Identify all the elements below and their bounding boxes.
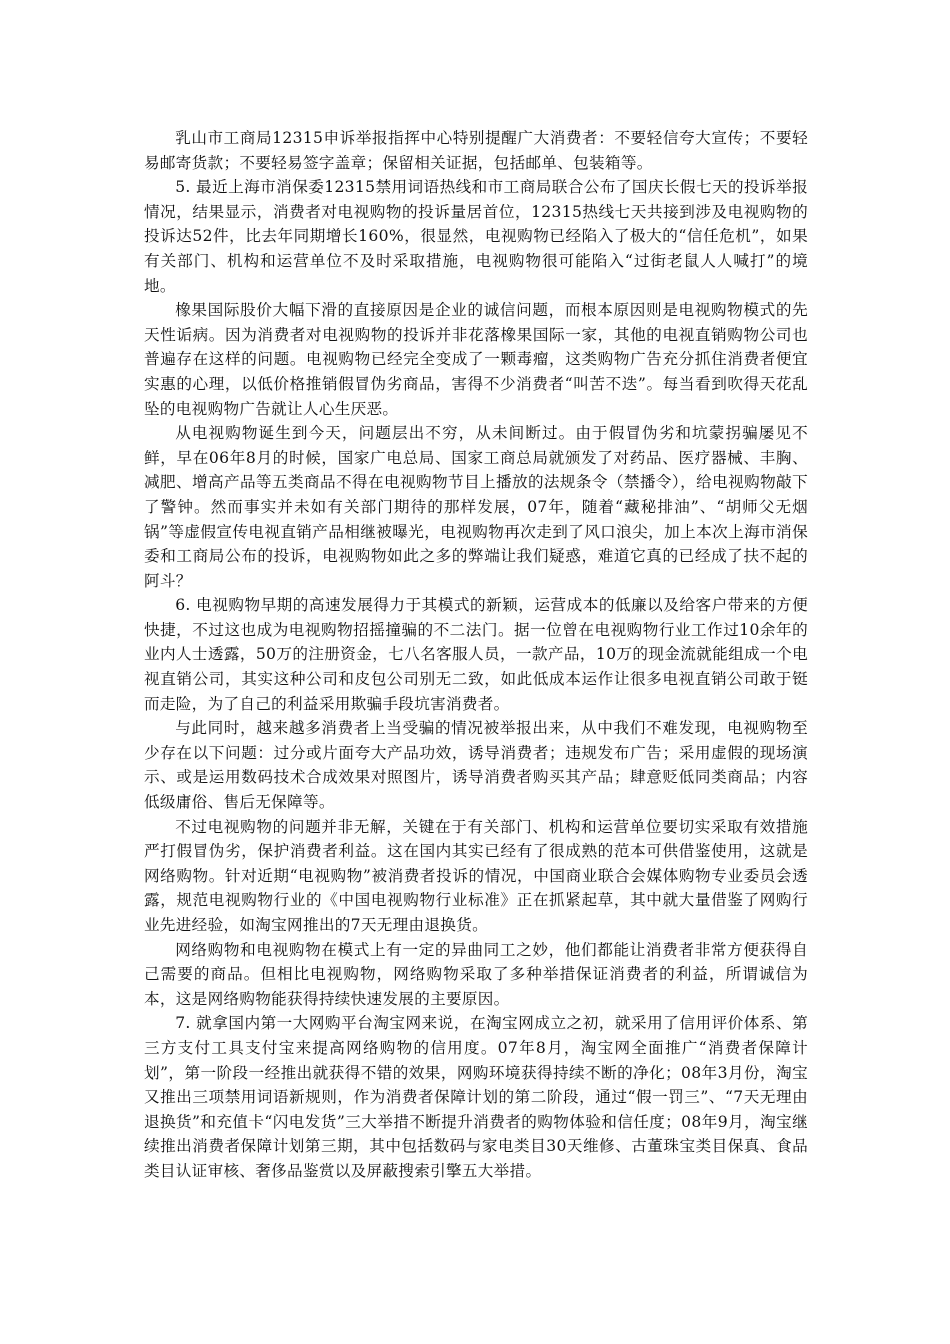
paragraph-xiangguo-stock: 橡果国际股价大幅下滑的直接原因是企业的诚信问题，而根本原因则是电视购物模式的先天性诟病。因为消费者对电视购物的投诉并非花落橡果国际一家，其他的电视直销购物公司也普遍存在这样的问题。电视购物已经完全变成了一颗毒瘤，这类购物广告充分抓住消费者便宜实惠的心理，以低价格推销假冒伪劣商品，害得不少消费者“叫苦不迭”。每当看到吹得天花乱坠的电视购物广告就让人心生厌恶。 [144, 301, 808, 418]
paragraph-tv-shopping-history: 从电视购物诞生到今天，问题层出不穷，从未间断过。由于假冒伪劣和坑蒙拐骗屡见不鲜，早在06年8月的时候，国家广电总局、国家工商总局就颁发了对药品、医疗器械、丰胸、减肥、增高产品等五类商品不得在电视购物节目上播放的法规条令（禁播令），给电视购物敲下了警钟。然而事实并未如有关部门期待的那样发展，07年，随着“藏秘排油”、“胡师父无烟锅”等虚假宣传电视直销产品相继被曝光，电视购物再次走到了风口浪尖，加上本次上海市消保委和工商局公布的投诉，电视购物如此之多的弊端让我们疑惑，难道它真的已经成了扶不起的阿斗？ [144, 424, 808, 590]
paragraph-item-7-taobao: 7. 就拿国内第一大网购平台淘宝网来说，在淘宝网成立之初，就采用了信用评价体系、第三方支付工具支付宝来提高网络购物的信用度。07年8月，淘宝网全面推广“消费者保障计划”，第一阶段一经推出就获得不错的效果，网购环境获得持续不断的净化；08年3月份，淘宝又推出三项禁用词语新规则，作为消费者保障计划的第二阶段，通过“假一罚三”、“7天无理由退换货”和充值卡“闪电发货”三大举措不断提升消费者的购物体验和信任度；08年9月，淘宝继续推出消费者保障计划第三期，其中包括数码与家电类目30天维修、古董珠宝类目保真、食品类目认证审核、奢侈品鉴赏以及屏蔽搜索引擎五大举措。 [144, 1014, 808, 1180]
document-body [144, 126, 808, 1184]
paragraph-problems-list: 与此同时，越来越多消费者上当受骗的情况被举报出来，从中我们不难发现，电视购物至少存在以下问题：过分或片面夸大产品功效，诱导消费者；违规发布广告；采用虚假的现场演示、或是运用数码技术合成效果对照图片，诱导消费者购买其产品；肆意贬低同类商品；内容低级庸俗、售后无保障等。 [144, 719, 808, 812]
paragraph-item-5: 5. 最近上海市消保委12315禁用词语热线和市工商局联合公布了国庆长假七天的投诉举报情况，结果显示，消费者对电视购物的投诉量居首位，12315热线七天共接到涉及电视购物的投诉达52件，比去年同期增长160%，很显然，电视购物已经陷入了极大的“信任危机”，如果有关部门、机构和运营单位不及时采取措施，电视购物很可能陷入“过街老鼠人人喊打”的境地。 [144, 178, 808, 295]
paragraph-consumer-warning: 乳山市工商局12315申诉举报指挥中心特别提醒广大消费者：不要轻信夸大宣传；不要轻易邮寄货款；不要轻易签字盖章；保留相关证据，包括邮单、包装箱等。 [144, 129, 808, 172]
paragraph-solution-online-shopping: 不过电视购物的问题并非无解，关键在于有关部门、机构和运营单位要切实采取有效措施严打假冒伪劣，保护消费者利益。这在国内其实已经有了很成熟的范本可供借鉴使用，这就是网络购物。针对近期“电视购物”被消费者投诉的情况，中国商业联合会媒体购物专业委员会透露，规范电视购物行业的《中国电视购物行业标准》正在抓紧起草，其中就大量借鉴了网购行业先进经验，如淘宝网推出的7天无理由退换货。 [144, 817, 808, 934]
paragraph-item-6: 6. 电视购物早期的高速发展得力于其模式的新颖，运营成本的低廉以及给客户带来的方便快捷，不过这也成为电视购物招摇撞骗的不二法门。据一位曾在电视购物行业工作过10余年的业内人士透露，50万的注册资金，七八名客服人员，一款产品，10万的现金流就能组成一个电视直销公司，其实这种公司和皮包公司别无二致，如此低成本运作让很多电视直销公司敢于铤而走险，为了自己的利益采用欺骗手段坑害消费者。 [144, 596, 808, 713]
paragraph-online-vs-tv: 网络购物和电视购物在模式上有一定的异曲同工之妙，他们都能让消费者非常方便获得自己需要的商品。但相比电视购物，网络购物采取了多种举措保证消费者的利益，所谓诚信为本，这是网络购物能获得持续快速发展的主要原因。 [144, 940, 808, 1008]
